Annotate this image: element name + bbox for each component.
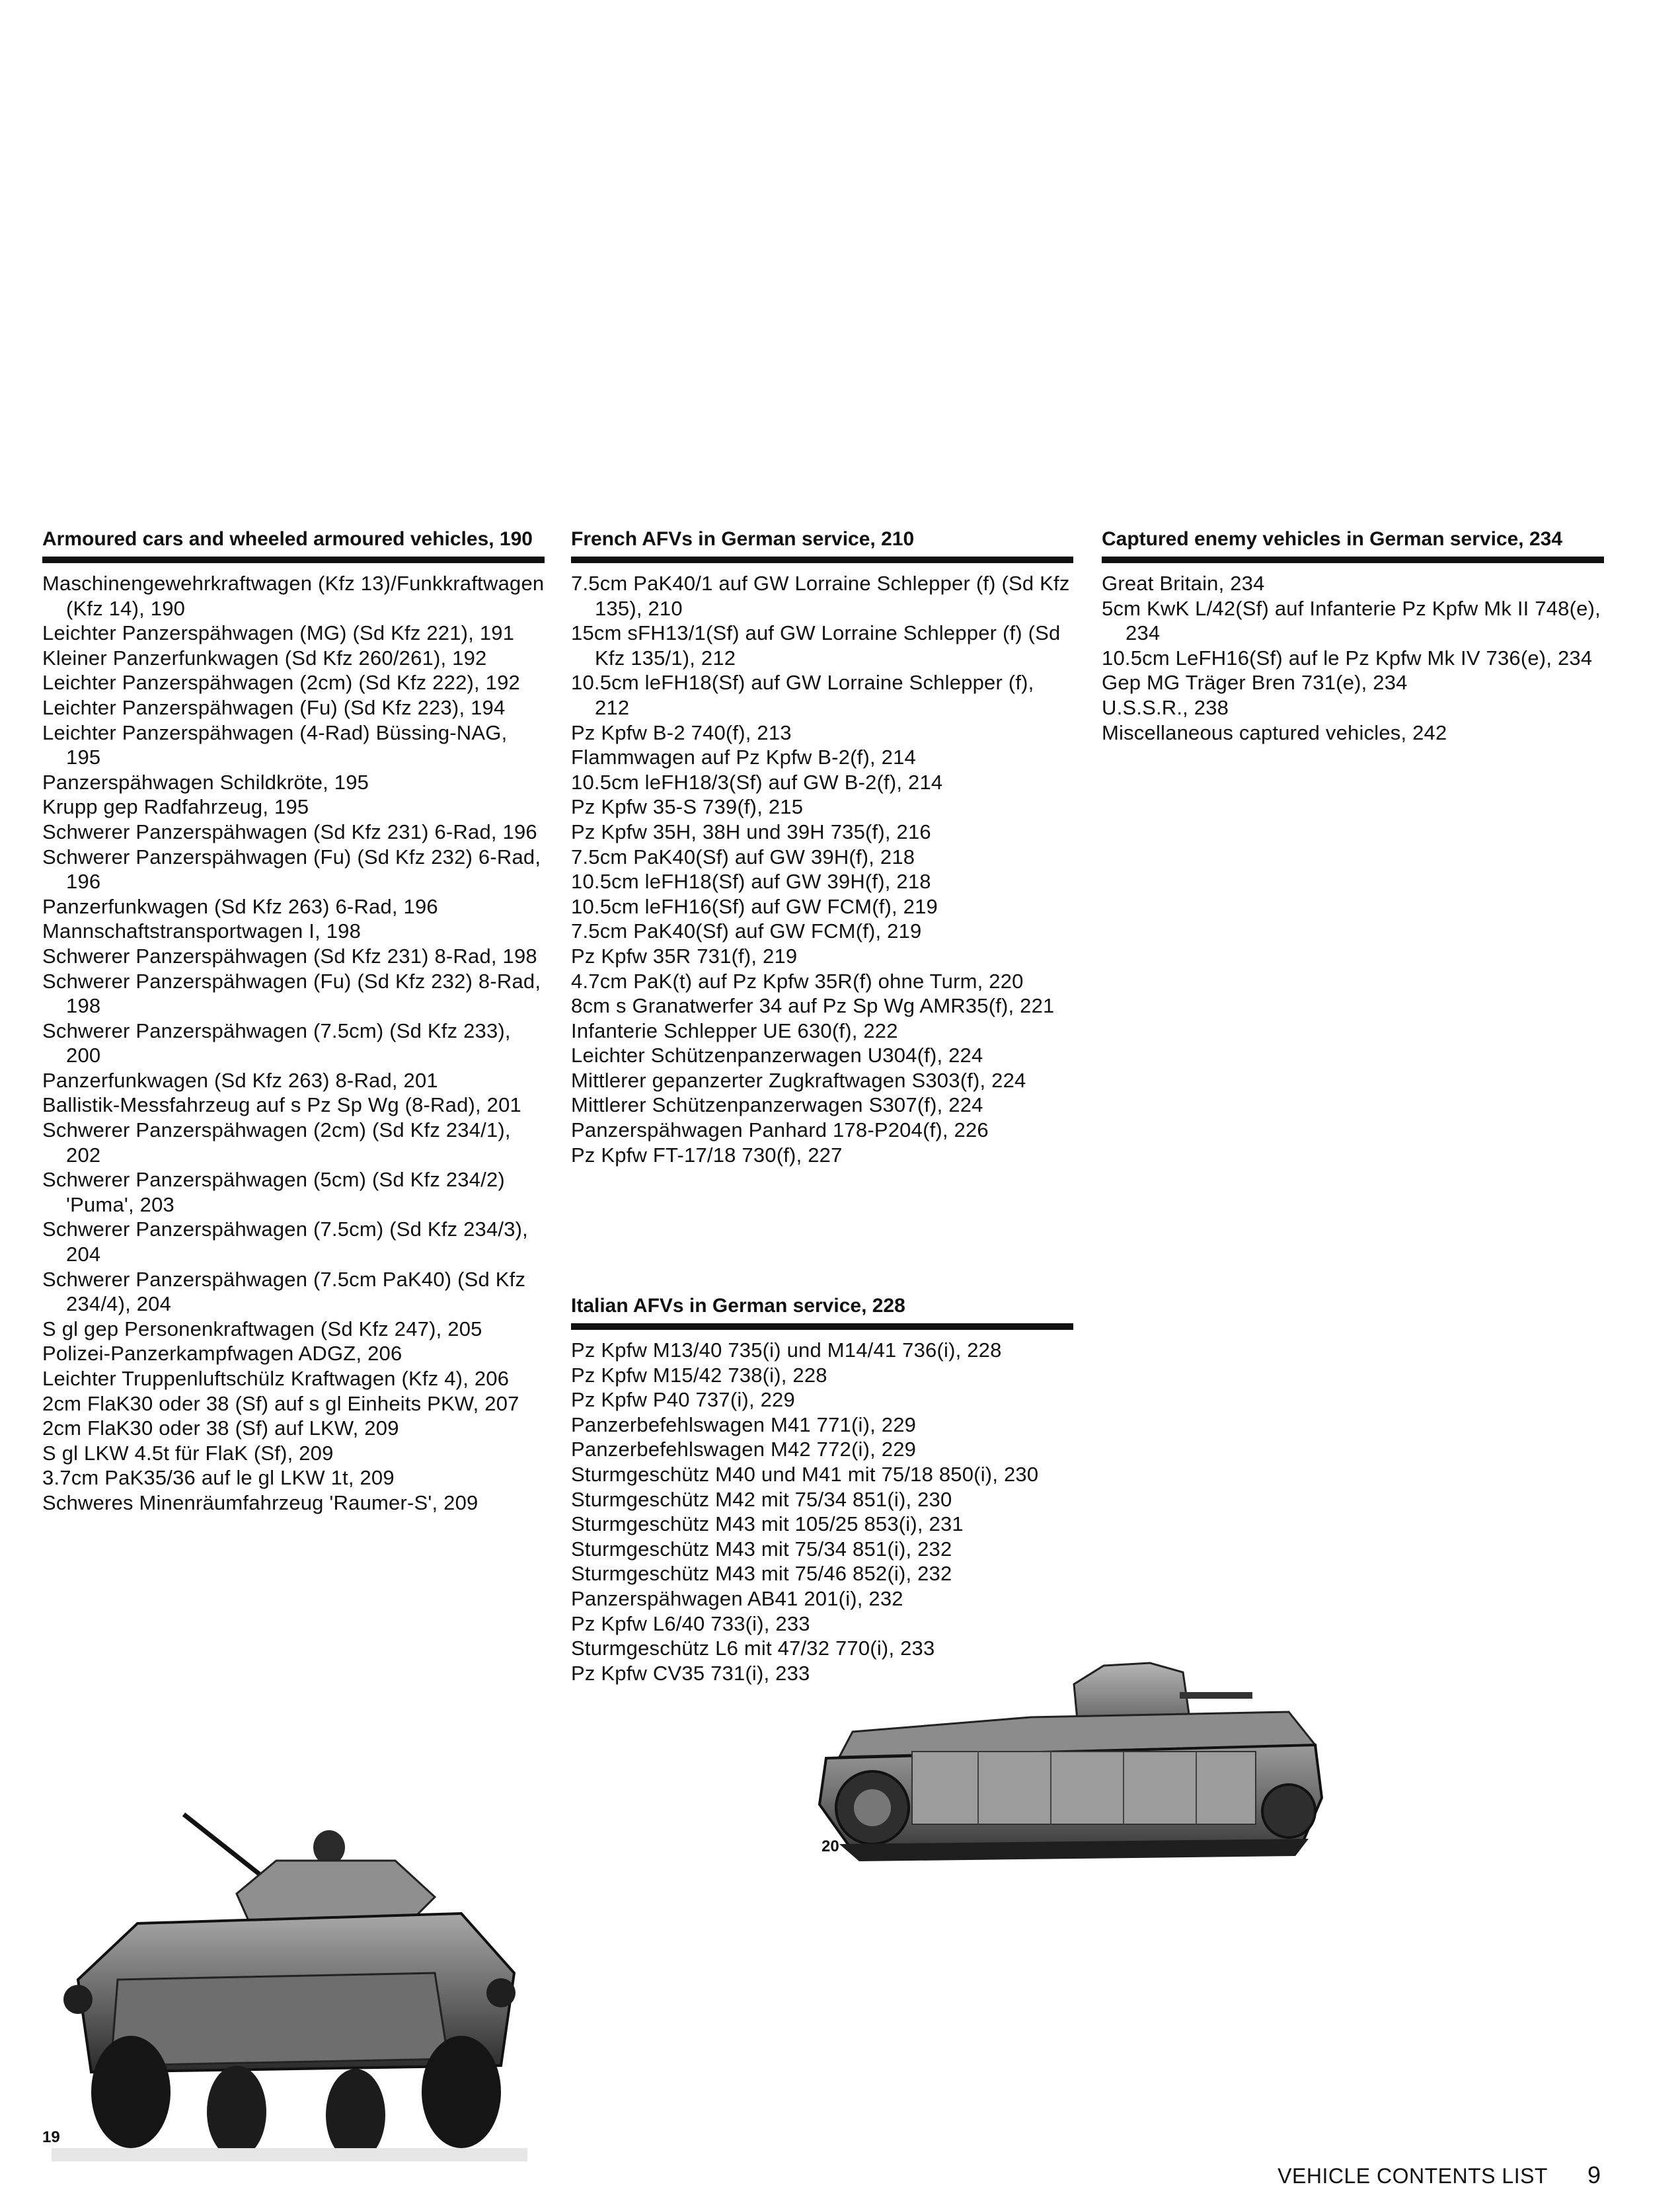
list-item: Panzerspähwagen Schildkröte, 195 [42,770,369,794]
list-item: Schwerer Panzerspähwagen (7.5cm) (Sd Kfz 234/3), 204 [42,1217,528,1266]
list-item: Pz Kpfw 35H, 38H und 39H 735(f), 216 [571,820,931,843]
section-french-afvs [571,502,1073,1167]
list-item: Pz Kpfw CV35 731(i), 233 [571,1661,810,1685]
list-item: Infanterie Schlepper UE 630(f), 222 [571,1019,898,1042]
list-item: Leichter Schützenpanzerwagen U304(f), 224 [571,1044,983,1067]
list-item: 7.5cm PaK40/1 auf GW Lorraine Schlepper (f) (Sd Kfz 135), 210 [571,572,1070,620]
list-item: Schwerer Panzerspähwagen (5cm) (Sd Kfz 234/2) 'Puma', 203 [42,1168,505,1216]
running-title: VEHICLE CONTENTS LIST [1278,2164,1548,2188]
list-item: Sturmgeschütz M43 mit 105/25 853(i), 231 [571,1512,964,1536]
list-item: Panzerfunkwagen (Sd Kfz 263) 6-Rad, 196 [42,894,438,918]
list-item: 10.5cm LeFH16(Sf) auf le Pz Kpfw Mk IV 736(e), 234 [1102,646,1593,670]
list-item: Great Britain, 234 [1102,572,1265,595]
list-item: Mittlerer gepanzerter Zugkraftwagen S303(f), 224 [571,1068,1026,1092]
heading-text: Armoured cars and wheeled armoured vehicles, 190 [42,528,533,550]
list-item: Schwerer Panzerspähwagen (2cm) (Sd Kfz 234/1), 202 [42,1118,511,1167]
list-item: Schwerer Panzerspähwagen (Sd Kfz 231) 6-Rad, 196 [42,820,537,843]
figure-number: 20 [821,1837,839,1855]
list-item: 10.5cm leFH16(Sf) auf GW FCM(f), 219 [571,894,938,918]
list-item: 2cm FlaK30 oder 38 (Sf) auf s gl Einheits PKW, 207 [42,1391,519,1415]
page-footer [1278,2161,1601,2189]
list-item: 10.5cm leFH18(Sf) auf GW Lorraine Schlepper (f), 212 [571,671,1034,719]
list-item: Leichter Panzerspähwagen (MG) (Sd Kfz 221), 191 [42,621,515,645]
armoured-car-photo [38,1781,541,2165]
list-item: Polizei-Panzerkampfwagen ADGZ, 206 [42,1342,402,1366]
heading-text: Italian AFVs in German service, 228 [571,1295,905,1317]
list-item: Pz Kpfw 35R 731(f), 219 [571,944,798,968]
page-number: 9 [1587,2161,1601,2188]
list-item: U.S.S.R., 238 [1102,695,1229,719]
list-item: Flammwagen auf Pz Kpfw B-2(f), 214 [571,746,916,769]
list-item: 5cm KwK L/42(Sf) auf Infanterie Pz Kpfw Mk II 748(e), 234 [1102,596,1601,645]
entry-list [571,571,1073,1167]
list-item: Mannschaftstransportwagen I, 198 [42,919,362,943]
list-item: Schwerer Panzerspähwagen (7.5cm) (Sd Kfz 233), 200 [42,1019,511,1067]
list-item: Maschinengewehrkraftwagen (Kfz 13)/Funkkraftwagen (Kfz 14), 190 [42,572,545,620]
section-heading [571,1269,1073,1323]
list-item: 7.5cm PaK40(Sf) auf GW FCM(f), 219 [571,919,922,943]
entry-list [1102,571,1604,745]
list-item: S gl gep Personenkraftwagen (Sd Kfz 247), 205 [42,1317,482,1340]
list-item: Pz Kpfw M13/40 735(i) und M14/41 736(i), 228 [571,1338,1002,1362]
list-item: Sturmgeschütz M40 und M41 mit 75/18 850(i), 230 [571,1462,1039,1486]
list-item: Leichter Panzerspähwagen (4-Rad) Büssing-NAG, 195 [42,720,508,769]
list-item: Pz Kpfw 35-S 739(f), 215 [571,795,804,819]
list-item: 7.5cm PaK40(Sf) auf GW 39H(f), 218 [571,845,915,869]
list-item: Schweres Minenräumfahrzeug 'Raumer-S', 209 [42,1490,478,1514]
heading-rule [571,557,1073,563]
section-heading [42,502,545,557]
list-item: Panzerspähwagen AB41 201(i), 232 [571,1586,903,1610]
list-item: Panzerfunkwagen (Sd Kfz 263) 8-Rad, 201 [42,1068,438,1092]
list-item: Gep MG Träger Bren 731(e), 234 [1102,671,1408,695]
list-item: Panzerbefehlswagen M42 772(i), 229 [571,1438,917,1461]
list-item: Leichter Truppenluftschülz Kraftwagen (Kfz 4), 206 [42,1367,510,1390]
heading-text: French AFVs in German service, 210 [571,528,915,550]
list-item: Leichter Panzerspähwagen (2cm) (Sd Kfz 222), 192 [42,671,520,695]
section-armoured-cars [42,502,545,1516]
list-item: 8cm s Granatwerfer 34 auf Pz Sp Wg AMR35(f), 221 [571,994,1055,1018]
heading-rule [1102,557,1604,563]
list-item: 4.7cm PaK(t) auf Pz Kpfw 35R(f) ohne Turm, 220 [571,969,1024,993]
list-item: Leichter Panzerspähwagen (Fu) (Sd Kfz 223), 194 [42,695,506,719]
section-captured-vehicles [1102,502,1604,745]
figure-number: 19 [42,2128,60,2146]
list-item: Pz Kpfw P40 737(i), 229 [571,1388,795,1412]
list-item: 10.5cm leFH18/3(Sf) auf GW B-2(f), 214 [571,770,943,794]
list-item: Pz Kpfw L6/40 733(i), 233 [571,1611,810,1635]
tank-photo [813,1646,1328,1884]
list-item: Miscellaneous captured vehicles, 242 [1102,720,1447,744]
list-item: 3.7cm PaK35/36 auf le gl LKW 1t, 209 [42,1466,395,1490]
list-item: Pz Kpfw M15/42 738(i), 228 [571,1363,827,1387]
list-item: Pz Kpfw B-2 740(f), 213 [571,720,792,744]
list-item: 10.5cm leFH18(Sf) auf GW 39H(f), 218 [571,870,931,894]
section-italian-afvs [571,1269,1073,1685]
list-item: Sturmgeschütz M43 mit 75/34 851(i), 232 [571,1537,952,1561]
list-item: Panzerbefehlswagen M41 771(i), 229 [571,1412,917,1436]
list-item: Panzerspähwagen Panhard 178-P204(f), 226 [571,1118,989,1142]
heading-rule [42,557,545,563]
list-item: Sturmgeschütz L6 mit 47/32 770(i), 233 [571,1637,935,1660]
list-item: Pz Kpfw FT-17/18 730(f), 227 [571,1143,843,1167]
list-item: Krupp gep Radfahrzeug, 195 [42,795,309,819]
list-item: Ballistik-Messfahrzeug auf s Pz Sp Wg (8-Rad), 201 [42,1093,521,1117]
section-heading [571,502,1073,557]
heading-text: Captured enemy vehicles in German service, 234 [1102,528,1563,550]
entry-list [571,1338,1073,1685]
entry-list [42,571,545,1516]
section-heading [1102,502,1604,557]
list-item: Sturmgeschütz M43 mit 75/46 852(i), 232 [571,1562,952,1586]
list-item: Mittlerer Schützenpanzerwagen S307(f), 224 [571,1093,983,1117]
heading-rule [571,1323,1073,1330]
list-item: Schwerer Panzerspähwagen (Fu) (Sd Kfz 232) 6-Rad, 196 [42,845,541,894]
list-item: S gl LKW 4.5t für FlaK (Sf), 209 [42,1441,334,1465]
list-item: 2cm FlaK30 oder 38 (Sf) auf LKW, 209 [42,1416,399,1440]
list-item: Kleiner Panzerfunkwagen (Sd Kfz 260/261), 192 [42,646,487,670]
list-item: Schwerer Panzerspähwagen (Sd Kfz 231) 8-Rad, 198 [42,944,537,968]
list-item: Schwerer Panzerspähwagen (7.5cm PaK40) (Sd Kfz 234/4), 204 [42,1267,526,1316]
list-item: Schwerer Panzerspähwagen (Fu) (Sd Kfz 232) 8-Rad, 198 [42,969,541,1018]
list-item: Sturmgeschütz M42 mit 75/34 851(i), 230 [571,1487,952,1511]
list-item: 15cm sFH13/1(Sf) auf GW Lorraine Schlepper (f) (Sd Kfz 135/1), 212 [571,621,1061,670]
